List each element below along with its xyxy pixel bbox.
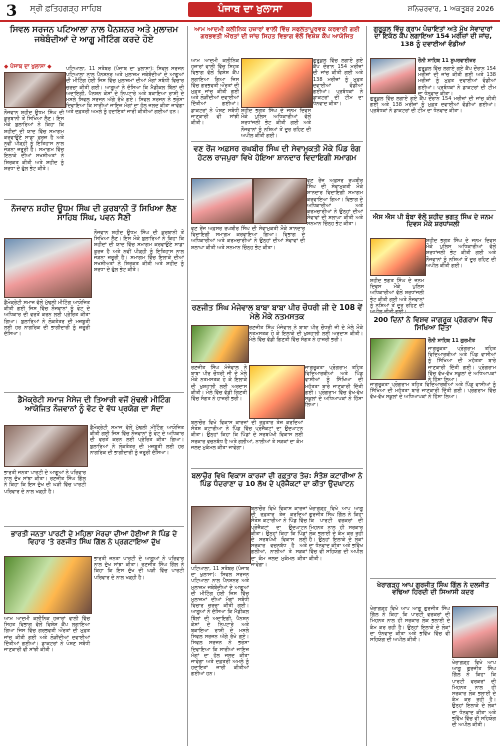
headline-bjp-condolence: ਭਾਰਤੀ ਜਨਤਾ ਪਾਰਟੀ ਦੇ ਮਹਿਲਾ ਮੋਰਚਾ ਦੀਆਂ ਹੋਈਆਂ ਸੇ ਪਿੰਡ ਦੇ ਵਿਹਾਰ 'ਤੇ ਰਣਜੀਤ ਸਿੰਘ ਗਿੱਲ ਨੇ ਪ੍ਰਗਟਾਇਆ ਦੁੱਖ	[10, 530, 178, 547]
article-text: ਪਟਿਆਲਾ, 11 ਸਤੰਬਰ (ਪੰਜਾਬ ਦਾ ਖੁਲਾਸਾ): ਸਿਵਲ ਸਰਜਨ ਪਟਿਆਲਾ ਨਾਲ ਪੈਨਸ਼ਨਰ ਅਤੇ ਮੁਲਾਜ਼ਮ ਜਥੇਬੰਦੀਆਂ ਦੇ ਆਗੂਆਂ ਦੀ ਮੀਟਿੰਗ ਹੋਈ ਜਿਸ ਵਿੱਚ ਮੁਲਾਜ਼ਮਾਂ ਦੀਆਂ ਮੰਗਾਂ ਸਬੰਧੀ ਵਿਚਾਰ ਚਰਚਾ ਕੀਤੀ ਗਈ। ਆਗੂਆਂ ਨੇ ਦੱਸਿਆ ਕਿ ਮੈਡੀਕਲ ਬਿੱਲਾਂ ਦੀ ਅਦਾਇਗੀ, ਪੈਨਸ਼ਨ ਕੇਸਾਂ ਦੇ ਨਿਪਟਾਰੇ ਅਤੇ ਬਕਾਇਆ ਰਾਸ਼ੀ ਦੇ ਮਸਲੇ ਸਿਵਲ ਸਰਜਨ ਅੱਗੇ ਰੱਖੇ ਗਏ। ਸਿਵਲ ਸਰਜਨ ਨੇ ਭਰੋਸਾ ਦਿਵਾਇਆ ਕਿ ਸਾਰੀਆਂ ਜਾਇਜ਼ ਮੰਗਾਂ ਦਾ ਹੱਲ ਜਲਦ ਕੀਤਾ ਜਾਵੇਗਾ ਅਤੇ ਦਫ਼ਤਰੀ ਅਮਲੇ ਨੂੰ ਹਦਾਇਤਾਂ ਜਾਰੀ ਕੀਤੀਆਂ ਗਈਆਂ ਹਨ।	[66, 66, 184, 116]
divider	[4, 392, 184, 393]
divider	[191, 468, 363, 469]
photo-meeting	[4, 72, 66, 108]
article-text: ਸ਼ਹੀਦ ਭਗਤ ਸਿੰਘ ਦੇ ਜਨਮ ਦਿਵਸ ਮੌਕੇ ਪੁਲਿਸ ਅਧਿਕਾਰੀਆਂ ਵੱਲੋਂ ਸ਼ਰਧਾਂਜਲੀ ਭੇਟ ਕੀਤੀ ਗਈ ਅਤੇ ਨੌਜਵਾਨਾਂ ਨੂੰ ਨਸ਼ਿਆਂ ਤੋਂ ਦੂਰ ਰਹਿਣ ਦੀ	[370, 278, 424, 309]
divider	[4, 199, 184, 200]
photo-caption: ਰੌਨੀ ਸਾਹਿਬ 11 ਗੁਰਮੀਤ	[428, 338, 476, 344]
article-text: ਨੌਜਵਾਨ ਸ਼ਹੀਦ ਊਧਮ ਸਿੰਘ ਦੀ ਕੁਰਬਾਨੀ ਤੋਂ ਸਿਖਿਆ ਲੈਣ। ਇਸ ਮੌਕੇ ਬੁਲਾਰਿਆਂ ਨੇ ਕਿਹਾ ਕਿ ਸ਼ਹੀਦਾਂ ਦੀ ਯਾਦ ਵਿੱਚ ਸਮਾਗਮ ਕਰਵਾਉਣੇ ਸਾਡਾ ਫ਼ਰਜ਼ ਹੈ ਅਤੇ ਨਵੀਂ ਪੀੜ੍ਹੀ ਨੂੰ ਇਤਿਹਾਸ ਨਾਲ ਜੋੜਨਾ ਜ਼ਰੂਰੀ ਹੈ। ਸਮਾਗਮ ਵਿੱਚ ਇਲਾਕੇ ਦੀਆਂ ਸਖਸ਼ੀਅਤਾਂ ਨੇ ਸ਼ਿਰਕਤ ਕੀਤੀ ਅਤੇ ਸ਼ਹੀਦ ਨੂੰ ਸ਼ਰਧਾ ਦੇ ਫੁੱਲ ਭੇਟ ਕੀਤੇ।	[94, 230, 184, 274]
divider	[191, 141, 363, 142]
divider	[370, 312, 496, 313]
headline-balachaur: ਬਲਾਚੌਰ ਵਿਖੇ ਵਿਕਾਸ ਕਾਰਜਾਂ ਦੀ ਰਫ਼ਤਾਰ ਤੇਜ਼: ਸੰਤੋਸ਼ ਕਟਾਰੀਆ ਨੇ ਪਿੰਡ ਧੰਦਰਾਣਾ ਚ 10 ਲੱਖ ਦੇ ਪ੍ਰੋਜੈਕਟਾਂ ਦਾ ਕੀਤਾ ਉਦਘਾਟਨ	[191, 472, 363, 489]
headline-kheragarh: ਖੇਰਾਗੜ੍ਹ ਆਪ ਗੁਰਜੀਤ ਸਿੰਘ ਗਿੱਲ ਨੇ ਦਲਜੀਤ ਵਢਿਆ ਹਿਰਦੀ ਦੀ ਸਿਆਸੀ ਕਦਰ	[377, 581, 489, 597]
photo-retirement-2	[253, 178, 307, 224]
divider	[370, 210, 496, 211]
article-text: ਖੇਰਾਗੜ੍ਹ ਵਿਖੇ ਆਪ ਆਗੂ ਗੁਰਜੀਤ ਸਿੰਘ ਗਿੱਲ ਨੇ ਕਿਹਾ ਕਿ ਪਾਰਟੀ ਵਰਕਰਾਂ ਦੀ ਮਿਹਨਤ ਨਾਲ ਹੀ ਸਰਕਾਰ ਲੋਕ ਭਲਾਈ ਦੇ ਕੰਮ ਕਰ ਰਹੀ ਹੈ। ਉਨ੍ਹਾਂ ਇਲਾਕੇ ਦੇ ਲੋਕਾਂ ਦਾ ਧੰਨਵਾਦ ਕੀਤਾ ਅਤੇ ਭਵਿੱਖ ਵਿੱਚ ਵੀ ਸਹਿਯੋਗ ਦੀ ਅਪੀਲ ਕੀਤੀ।	[309, 506, 363, 562]
article-text: ਖੇਰਾਗੜ੍ਹ ਵਿਖੇ ਆਪ ਆਗੂ ਗੁਰਜੀਤ ਸਿੰਘ ਗਿੱਲ ਨੇ ਕਿਹਾ ਕਿ ਪਾਰਟੀ ਵਰਕਰਾਂ ਦੀ ਮਿਹਨਤ ਨਾਲ ਹੀ ਸਰਕਾਰ ਲੋਕ ਭਲਾਈ ਦੇ ਕੰਮ ਕਰ ਰਹੀ ਹੈ। ਉਨ੍ਹਾਂ ਇਲਾਕੇ ਦੇ ਲੋਕਾਂ ਦਾ ਧੰਨਵਾਦ ਕੀਤਾ ਅਤੇ ਭਵਿੱਖ ਵਿੱਚ ਵੀ ਸਹਿਯੋਗ ਦੀ ਅਪੀਲ ਕੀਤੀ।	[370, 606, 450, 644]
article-text: ਰਣਜੀਤ ਸਿੰਘ ਮੰਜੇਵਾਲ ਨੇ ਬਾਬਾ ਪੀਰ ਚੌਧਰੀ ਜੀ ਦੇ ਮੇਲੇ ਮੌਕੇ ਨਤਮਸਤਕ ਹੋ ਕੇ ਇਲਾਕੇ ਦੀ ਖੁਸ਼ਹਾਲੀ ਲਈ ਅਰਦਾਸ ਕੀਤੀ। ਮੇਲੇ ਵਿੱਚ ਵੱਡੀ ਗਿਣਤੀ ਵਿੱਚ ਸੰਗਤ ਨੇ ਹਾਜ਼ਰੀ ਭਰੀ।	[191, 365, 247, 403]
article-text: ਸ਼ਹੀਦ ਭਗਤ ਸਿੰਘ ਦੇ ਜਨਮ ਦਿਵਸ ਮੌਕੇ ਪੁਲਿਸ ਅਧਿਕਾਰੀਆਂ ਵੱਲੋਂ ਸ਼ਰਧਾਂਜਲੀ ਭੇਟ ਕੀਤੀ ਗਈ ਅਤੇ ਨੌਜਵਾਨਾਂ ਨੂੰ ਨਸ਼ਿਆਂ ਤੋਂ ਦੂਰ ਰਹਿਣ ਦੀ ਅਪੀਲ ਕੀਤੀ ਗਈ।	[241, 108, 311, 139]
photo-inauguration	[191, 506, 251, 564]
article-text: ਆਮ ਆਦਮੀ ਕਲੀਨਿਕ ਹਜ਼ਾਰਾਂ ਵਾਲੀ ਵਿੱਚ ਸਿਹਤ ਵਿਭਾਗ ਵੱਲੋਂ ਵਿਸ਼ੇਸ਼ ਕੈਂਪ ਲਗਾਇਆ ਗਿਆ ਜਿਸ ਵਿੱਚ ਗਰਭਵਤੀ ਔਰਤਾਂ ਦੀ ਮੁਫ਼ਤ ਜਾਂਚ ਕੀਤੀ ਗਈ ਅਤੇ ਲੋੜੀਂਦੀਆਂ ਦਵਾਈਆਂ ਦਿੱਤੀਆਂ ਗਈਆਂ। ਡਾਕਟਰਾਂ ਨੇ ਪੋਸ਼ਣ ਸਬੰਧੀ ਜਾਣਕਾਰੀ ਵੀ ਸਾਂਝੀ ਕੀਤੀ।	[4, 616, 90, 654]
article-text: ਰਣਜੀਤ ਸਿੰਘ ਮੰਜੇਵਾਲ ਨੇ ਬਾਬਾ ਪੀਰ ਚੌਧਰੀ ਜੀ ਦੇ ਮੇਲੇ ਮੌਕੇ ਨਤਮਸਤਕ ਹੋ ਕੇ ਇਲਾਕੇ ਦੀ ਖੁਸ਼ਹਾਲੀ ਲਈ ਅਰਦਾਸ ਕੀਤੀ। ਮੇਲੇ ਵਿੱਚ ਵੱਡੀ ਗਿਣਤੀ ਵਿੱਚ ਸੰਗਤ ਨੇ ਹਾਜ਼ਰੀ ਭਰੀ।	[249, 325, 363, 344]
article-text: ਪਟਿਆਲਾ, 11 ਸਤੰਬਰ (ਪੰਜਾਬ ਦਾ ਖੁਲਾਸਾ): ਸਿਵਲ ਸਰਜਨ ਪਟਿਆਲਾ ਨਾਲ ਪੈਨਸ਼ਨਰ ਅਤੇ ਮੁਲਾਜ਼ਮ ਜਥੇਬੰਦੀਆਂ ਦੇ ਆਗੂਆਂ ਦੀ ਮੀਟਿੰਗ ਹੋਈ ਜਿਸ ਵਿੱਚ ਮੁਲਾਜ਼ਮਾਂ ਦੀਆਂ ਮੰਗਾਂ ਸਬੰਧੀ ਵਿਚਾਰ ਚਰਚਾ ਕੀਤੀ ਗਈ। ਆਗੂਆਂ ਨੇ ਦੱਸਿਆ ਕਿ ਮੈਡੀਕਲ ਬਿੱਲਾਂ ਦੀ ਅਦਾਇਗੀ, ਪੈਨਸ਼ਨ ਕੇਸਾਂ ਦੇ ਨਿਪਟਾਰੇ ਅਤੇ ਬਕਾਇਆ ਰਾਸ਼ੀ ਦੇ ਮਸਲੇ ਸਿਵਲ ਸਰਜਨ ਅੱਗੇ ਰੱਖੇ ਗਏ। ਸਿਵਲ ਸਰਜਨ ਨੇ ਭਰੋਸਾ ਦਿਵਾਇਆ ਕਿ ਸਾਰੀਆਂ ਜਾਇਜ਼ ਮੰਗਾਂ ਦਾ ਹੱਲ ਜਲਦ ਕੀਤਾ ਜਾਵੇਗਾ ਅਤੇ ਦਫ਼ਤਰੀ ਅਮਲੇ ਨੂੰ ਹਦਾਇਤਾਂ ਜਾਰੀ ਕੀਤੀਆਂ ਗਈਆਂ ਹਨ।	[191, 566, 249, 678]
headline-retirement: ਵਣ ਰੇਂਜ ਅਫ਼ਸਰ ਰਘਬੀਰ ਸਿੰਘ ਦੀ ਸੇਵਾਮੁਕਤੀ ਮੌਕੇ ਪਿੰਡ ਰੰਗ ਹੋਟਲ ਰਾਜਪੁਰਾ ਵਿਖੇ ਹੋਇਆ ਸ਼ਾਨਦਾਰ ਵਿਦਾਇਗੀ ਸਮਾਗਮ	[193, 144, 361, 162]
headline-clinic-camp: ਆਮ ਆਦਮੀ ਕਲੀਨਿਕ ਹਜ਼ਾਰਾਂ ਵਾਲੀ ਵਿੱਚ ਸਫਲਤਾਪੂਰਵਕ ਕਰਵਾਈ ਗਈ ਗਰਭਵਤੀ ਔਰਤਾਂ ਦੀ ਜਾਂਚ ਸਿਹਤ ਵਿਭਾਗ ਵੱਲੋਂ ਵਿਸ਼ੇਸ਼ ਕੈਂਪ ਆਯੋਜਿਤ	[194, 26, 360, 41]
photo-condolence	[4, 556, 92, 614]
headline-democracy-meeting: ਡੈਮੋਕ੍ਰੇਟੀ ਸਮਾਜ ਮੈਸੇਜ ਦੀ ਤਿਆਰੀ ਵਜੋਂ ਮੁੱਢਲੀ ਮੀਟਿੰਗ ਆਯੋਜਿਤ ਨੌਜਵਾਨਾਂ ਨੂੰ ਵੋਟ ਦੇ ਵੱਧ ਪ੍ਰਯੋਗ ਦਾ ਸੱਦਾ	[17, 395, 171, 413]
article-text: ਭਾਰਤੀ ਜਨਤਾ ਪਾਰਟੀ ਦੇ ਆਗੂਆਂ ਨੇ ਪਰਿਵਾਰ ਨਾਲ ਦੁੱਖ ਸਾਂਝਾ ਕੀਤਾ। ਰਣਜੀਤ ਸਿੰਘ ਗਿੱਲ ਨੇ ਕਿਹਾ ਕਿ ਇਸ ਦੁੱਖ ਦੀ ਘੜੀ ਵਿੱਚ ਪਾਰਟੀ ਪਰਿਵਾਰ ਦੇ ਨਾਲ ਖੜ੍ਹੀ ਹੈ।	[4, 470, 86, 495]
paper-location: ਸ੍ਰੀ ਫ਼ਤਿਹਗੜ੍ਹ ਸਾਹਿਬ	[30, 4, 102, 13]
article-text: ਜਾਗਰੂਕਤਾ ਪ੍ਰੋਗਰਾਮ ਤਹਿਤ ਵਿਦਿਆਰਥੀਆਂ ਅਤੇ ਪਿੰਡ ਵਾਸੀਆਂ ਨੂੰ ਸਿੱਖਿਆ ਦੀ ਮਹੱਤਤਾ ਬਾਰੇ ਜਾਣਕਾਰੀ ਦਿੱਤੀ ਗਈ। ਪ੍ਰੋਗਰਾਮ ਵਿੱਚ ਵੱਖ-ਵੱਖ ਸਕੂਲਾਂ ਦੇ ਅਧਿਆਪਕਾਂ ਨੇ ਹਿੱਸਾ ਲਿਆ।	[428, 346, 496, 384]
article-text: ਜਾਗਰੂਕਤਾ ਪ੍ਰੋਗਰਾਮ ਤਹਿਤ ਵਿਦਿਆਰਥੀਆਂ ਅਤੇ ਪਿੰਡ ਵਾਸੀਆਂ ਨੂੰ ਸਿੱਖਿਆ ਦੀ ਮਹੱਤਤਾ ਬਾਰੇ ਜਾਣਕਾਰੀ ਦਿੱਤੀ ਗਈ। ਪ੍ਰੋਗਰਾਮ ਵਿੱਚ ਵੱਖ-ਵੱਖ ਸਕੂਲਾਂ ਦੇ ਅਧਿਆਪਕਾਂ ਨੇ ਹਿੱਸਾ ਲਿਆ।	[370, 382, 496, 401]
photo-mela-2	[249, 365, 305, 419]
article-text: ਖੇਰਾਗੜ੍ਹ ਵਿਖੇ ਆਪ ਆਗੂ ਗੁਰਜੀਤ ਸਿੰਘ ਗਿੱਲ ਨੇ ਕਿਹਾ ਕਿ ਪਾਰਟੀ ਵਰਕਰਾਂ ਦੀ ਮਿਹਨਤ ਨਾਲ ਹੀ ਸਰਕਾਰ ਲੋਕ ਭਲਾਈ ਦੇ ਕੰਮ ਕਰ ਰਹੀ ਹੈ। ਉਨ੍ਹਾਂ ਇਲਾਕੇ ਦੇ ਲੋਕਾਂ ਦਾ ਧੰਨਵਾਦ ਕੀਤਾ ਅਤੇ ਭਵਿੱਖ ਵਿੱਚ ਵੀ ਸਹਿਯੋਗ ਦੀ ਅਪੀਲ ਕੀਤੀ।	[452, 660, 496, 729]
column-divider	[366, 26, 367, 746]
column-divider	[187, 26, 188, 746]
article-text: ਗੁਰੂਕੁਲ ਵਿੱਚ ਲਗਾਏ ਗਏ ਕੈਂਪ ਦੌਰਾਨ 154 ਮਰੀਜ਼ਾਂ ਦੀ ਜਾਂਚ ਕੀਤੀ ਗਈ ਅਤੇ 138 ਮਰੀਜ਼ਾਂ ਨੂੰ ਮੁਫ਼ਤ ਦਵਾਈਆਂ ਵੰਡੀਆਂ ਗਈਆਂ। ਪ੍ਰਬੰਧਕਾਂ ਨੇ ਡਾਕਟਰਾਂ ਦੀ ਟੀਮ ਦਾ ਧੰਨਵਾਦ ਕੀਤਾ।	[418, 66, 496, 97]
photo-retirement-1	[191, 178, 253, 224]
headline-udham-singh: ਨੌਜਵਾਨ ਸ਼ਹੀਦ ਊਧਮ ਸਿੰਘ ਦੀ ਕੁਰਬਾਨੀ ਤੋਂ ਸਿਖਿਆ ਲੈਣ ਸਾਹਿਬ ਸਿੰਘ, ਪਵਨ ਸੈਣੀ	[11, 204, 177, 223]
headline-mela: ਰਣਜੀਤ ਸਿੰਘ ਮੰਜੇਵਾਲ ਬਾਬਾ ਬਾਬਾ ਪੀਰ ਚੌਧਰੀ ਜੀ ਦੇ 108 ਵੇਂ ਮੇਲੇ ਮੌਕੇ ਨਤਮਸਤਕ	[191, 303, 363, 321]
article-text: ਭਾਰਤੀ ਜਨਤਾ ਪਾਰਟੀ ਦੇ ਆਗੂਆਂ ਨੇ ਪਰਿਵਾਰ ਨਾਲ ਦੁੱਖ ਸਾਂਝਾ ਕੀਤਾ। ਰਣਜੀਤ ਸਿੰਘ ਗਿੱਲ ਨੇ ਕਿਹਾ ਕਿ ਇਸ ਦੁੱਖ ਦੀ ਘੜੀ ਵਿੱਚ ਪਾਰਟੀ ਪਰਿਵਾਰ ਦੇ ਨਾਲ ਖੜ੍ਹੀ ਹੈ।	[94, 556, 184, 581]
article-text: ਜਾਗਰੂਕਤਾ ਪ੍ਰੋਗਰਾਮ ਤਹਿਤ ਵਿਦਿਆਰਥੀਆਂ ਅਤੇ ਪਿੰਡ ਵਾਸੀਆਂ ਨੂੰ ਸਿੱਖਿਆ ਦੀ ਮਹੱਤਤਾ ਬਾਰੇ ਜਾਣਕਾਰੀ ਦਿੱਤੀ ਗਈ। ਪ੍ਰੋਗਰਾਮ ਵਿੱਚ ਵੱਖ-ਵੱਖ ਸਕੂਲਾਂ ਦੇ ਅਧਿਆਪਕਾਂ ਨੇ ਹਿੱਸਾ ਲਿਆ।	[305, 365, 363, 409]
photo-youth-event	[4, 238, 92, 298]
byline: ◆ ਪੰਜਾਬ ਦਾ ਖੁਲਾਸਾ ◆	[4, 64, 52, 70]
masthead: ਪੰਜਾਬ ਦਾ ਖੁਲਾਸਾ	[188, 2, 312, 17]
photo-caption: ਰੌਨੀ ਸਾਹਿਬ 11 ਸੂਪਰਵਾਈਜ਼ਰ	[418, 58, 476, 64]
headline-ssp-tribute: ਐਸ ਐਸ ਪੀ ਬੰਬਾ ਵੱਲੋਂ ਸ਼ਹੀਦ ਭਗਤ ਸਿੰਘ ਦੇ ਜਨਮ ਦਿਵਸ ਮੌਕੇ ਸ਼ਰਧਾਂਜਲੀ	[372, 213, 494, 229]
article-text: ਨੌਜਵਾਨ ਸ਼ਹੀਦ ਊਧਮ ਸਿੰਘ ਦੀ ਕੁਰਬਾਨੀ ਤੋਂ ਸਿਖਿਆ ਲੈਣ। ਇਸ ਮੌਕੇ ਬੁਲਾਰਿਆਂ ਨੇ ਕਿਹਾ ਕਿ ਸ਼ਹੀਦਾਂ ਦੀ ਯਾਦ ਵਿੱਚ ਸਮਾਗਮ ਕਰਵਾਉਣੇ ਸਾਡਾ ਫ਼ਰਜ਼ ਹੈ ਅਤੇ ਨਵੀਂ ਪੀੜ੍ਹੀ ਨੂੰ ਇਤਿਹਾਸ ਨਾਲ ਜੋੜਨਾ ਜ਼ਰੂਰੀ ਹੈ। ਸਮਾਗਮ ਵਿੱਚ ਇਲਾਕੇ ਦੀਆਂ ਸਖਸ਼ੀਅਤਾਂ ਨੇ ਸ਼ਿਰਕਤ ਕੀਤੀ ਅਤੇ ਸ਼ਹੀਦ ਨੂੰ ਸ਼ਰਧਾ ਦੇ ਫੁੱਲ ਭੇਟ ਕੀਤੇ।	[4, 110, 64, 172]
article-text: ਸ਼ਹੀਦ ਭਗਤ ਸਿੰਘ ਦੇ ਜਨਮ ਦਿਵਸ ਮੌਕੇ ਪੁਲਿਸ ਅਧਿਕਾਰੀਆਂ ਵੱਲੋਂ ਸ਼ਰਧਾਂਜਲੀ ਭੇਟ ਕੀਤੀ ਗਈ ਅਤੇ ਨੌਜਵਾਨਾਂ ਨੂੰ ਨਸ਼ਿਆਂ ਤੋਂ ਦੂਰ ਰਹਿਣ ਦੀ ਅਪੀਲ ਕੀਤੀ ਗਈ।	[426, 238, 496, 269]
divider	[370, 578, 496, 579]
article-text: ਆਮ ਆਦਮੀ ਕਲੀਨਿਕ ਹਜ਼ਾਰਾਂ ਵਾਲੀ ਵਿੱਚ ਸਿਹਤ ਵਿਭਾਗ ਵੱਲੋਂ ਵਿਸ਼ੇਸ਼ ਕੈਂਪ ਲਗਾਇਆ ਗਿਆ ਜਿਸ ਵਿੱਚ ਗਰਭਵਤੀ ਔਰਤਾਂ ਦੀ ਮੁਫ਼ਤ ਜਾਂਚ ਕੀਤੀ ਗਈ ਅਤੇ ਲੋੜੀਂਦੀਆਂ ਦਵਾਈਆਂ ਦਿੱਤੀਆਂ ਗਈਆਂ। ਡਾਕਟਰਾਂ ਨੇ ਪੋਸ਼ਣ ਸਬੰਧੀ ਜਾਣਕਾਰੀ ਵੀ ਸਾਂਝੀ ਕੀਤੀ।	[191, 58, 239, 127]
article-text: ਗੁਰੂਕੁਲ ਵਿੱਚ ਲਗਾਏ ਗਏ ਕੈਂਪ ਦੌਰਾਨ 154 ਮਰੀਜ਼ਾਂ ਦੀ ਜਾਂਚ ਕੀਤੀ ਗਈ ਅਤੇ 138 ਮਰੀਜ਼ਾਂ ਨੂੰ ਮੁਫ਼ਤ ਦਵਾਈਆਂ ਵੰਡੀਆਂ ਗਈਆਂ। ਪ੍ਰਬੰਧਕਾਂ ਨੇ ਡਾਕਟਰਾਂ ਦੀ ਟੀਮ ਦਾ ਧੰਨਵਾਦ ਕੀਤਾ।	[313, 58, 363, 108]
photo-portrait	[452, 606, 498, 658]
photo-meeting-2	[4, 425, 88, 467]
article-text: ਡੈਮੋਕ੍ਰੇਟੀ ਸਮਾਜ ਵੱਲੋਂ ਮੁੱਢਲੀ ਮੀਟਿੰਗ ਆਯੋਜਿਤ ਕੀਤੀ ਗਈ ਜਿਸ ਵਿੱਚ ਨੌਜਵਾਨਾਂ ਨੂੰ ਵੋਟ ਦੇ ਅਧਿਕਾਰ ਦੀ ਵਰਤੋਂ ਕਰਨ ਲਈ ਪ੍ਰੇਰਿਤ ਕੀਤਾ ਗਿਆ। ਬੁਲਾਰਿਆਂ ਨੇ ਲੋਕਤੰਤਰ ਦੀ ਮਜ਼ਬੂਤੀ ਲਈ ਹਰ ਨਾਗਰਿਕ ਦੀ ਭਾਗੀਦਾਰੀ ਨੂੰ ਜ਼ਰੂਰੀ ਦੱਸਿਆ।	[4, 300, 90, 338]
divider	[191, 300, 363, 301]
article-text: ਵਣ ਰੇਂਜ ਅਫ਼ਸਰ ਰਘਬੀਰ ਸਿੰਘ ਦੀ ਸੇਵਾਮੁਕਤੀ ਮੌਕੇ ਸ਼ਾਨਦਾਰ ਵਿਦਾਇਗੀ ਸਮਾਗਮ ਕਰਵਾਇਆ ਗਿਆ। ਵਿਭਾਗ ਦੇ ਅਧਿਕਾਰੀਆਂ ਅਤੇ ਕਰਮਚਾਰੀਆਂ ਨੇ ਉਨ੍ਹਾਂ ਦੀਆਂ ਸੇਵਾਵਾਂ ਦੀ ਸ਼ਲਾਘਾ ਕੀਤੀ ਅਤੇ ਸਨਮਾਨ ਚਿੰਨ੍ਹ ਭੇਟ ਕੀਤਾ।	[191, 226, 305, 251]
photo-awareness	[370, 338, 426, 380]
photo-clinic	[241, 58, 313, 108]
headline-awareness: 200 ਦਿਨਾਂ ਨੇ ਵਿਸ਼ਵ ਜਾਗਰੂਕ ਪ੍ਰੋਗਰਾਮ ਵਿੱਚ ਸਿਖਿਆ ਦਿੱਤਾ	[373, 316, 493, 333]
headline-civil-surgeon: ਸਿਵਲ ਸਰਜਨ ਪਟਿਆਲਾ ਨਾਲ ਪੈਨਸ਼ਨਰ ਅਤੇ ਮੁਲਾਜ਼ਮ ਜਥੇਬੰਦੀਆਂ ਦੇ ਆਗੂ ਮੀਟਿੰਗ ਕਰਦੇ ਹੋਏ	[9, 25, 179, 45]
article-text: ਗੁਰੂਕੁਲ ਵਿੱਚ ਲਗਾਏ ਗਏ ਕੈਂਪ ਦੌਰਾਨ 154 ਮਰੀਜ਼ਾਂ ਦੀ ਜਾਂਚ ਕੀਤੀ ਗਈ ਅਤੇ 138 ਮਰੀਜ਼ਾਂ ਨੂੰ ਮੁਫ਼ਤ ਦਵਾਈਆਂ ਵੰਡੀਆਂ ਗਈਆਂ। ਪ੍ਰਬੰਧਕਾਂ ਨੇ ਡਾਕਟਰਾਂ ਦੀ ਟੀਮ ਦਾ ਧੰਨਵਾਦ ਕੀਤਾ।	[370, 96, 496, 115]
article-text: ਬਲਾਚੌਰ ਵਿਖੇ ਵਿਕਾਸ ਕਾਰਜਾਂ ਦੀ ਰਫ਼ਤਾਰ ਤੇਜ਼ ਕਰਦਿਆਂ ਸੰਤੋਸ਼ ਕਟਾਰੀਆ ਨੇ ਪਿੰਡ ਵਿੱਚ ਪ੍ਰੋਜੈਕਟਾਂ ਦਾ ਉਦਘਾਟਨ ਕੀਤਾ। ਉਨ੍ਹਾਂ ਕਿਹਾ ਕਿ ਪਿੰਡਾਂ ਦੇ ਸਰਬਪੱਖੀ ਵਿਕਾਸ ਲਈ ਸਰਕਾਰ ਵਚਨਬੱਧ ਹੈ ਅਤੇ ਗਲੀਆਂ, ਨਾਲੀਆਂ ਤੇ ਸੜਕਾਂ ਦਾ ਕੰਮ ਜਲਦ ਮੁਕੰਮਲ ਕੀਤਾ ਜਾਵੇਗਾ।	[251, 506, 307, 568]
article-text: ਬਲਾਚੌਰ ਵਿਖੇ ਵਿਕਾਸ ਕਾਰਜਾਂ ਦੀ ਰਫ਼ਤਾਰ ਤੇਜ਼ ਕਰਦਿਆਂ ਸੰਤੋਸ਼ ਕਟਾਰੀਆ ਨੇ ਪਿੰਡ ਵਿੱਚ ਪ੍ਰੋਜੈਕਟਾਂ ਦਾ ਉਦਘਾਟਨ ਕੀਤਾ। ਉਨ੍ਹਾਂ ਕਿਹਾ ਕਿ ਪਿੰਡਾਂ ਦੇ ਸਰਬਪੱਖੀ ਵਿਕਾਸ ਲਈ ਸਰਕਾਰ ਵਚਨਬੱਧ ਹੈ ਅਤੇ ਗਲੀਆਂ, ਨਾਲੀਆਂ ਤੇ ਸੜਕਾਂ ਦਾ ਕੰਮ ਜਲਦ ਮੁਕੰਮਲ ਕੀਤਾ ਜਾਵੇਗਾ।	[191, 420, 303, 451]
photo-mela	[191, 325, 249, 363]
article-text: ਵਣ ਰੇਂਜ ਅਫ਼ਸਰ ਰਘਬੀਰ ਸਿੰਘ ਦੀ ਸੇਵਾਮੁਕਤੀ ਮੌਕੇ ਸ਼ਾਨਦਾਰ ਵਿਦਾਇਗੀ ਸਮਾਗਮ ਕਰਵਾਇਆ ਗਿਆ। ਵਿਭਾਗ ਦੇ ਅਧਿਕਾਰੀਆਂ ਅਤੇ ਕਰਮਚਾਰੀਆਂ ਨੇ ਉਨ੍ਹਾਂ ਦੀਆਂ ਸੇਵਾਵਾਂ ਦੀ ਸ਼ਲਾਘਾ ਕੀਤੀ ਅਤੇ ਸਨਮਾਨ ਚਿੰਨ੍ਹ ਭੇਟ ਕੀਤਾ।	[307, 178, 363, 228]
headline-gurukul-camp: ਗੁਰੂਕੁਲ ਵਿੱਚ ਗ੍ਰਾਮ ਪੰਚਾਇਤਾਂ ਅਤੇ ਮੁੱਖ ਸੇਵਾਦਾਰਾਂ ਦਾ ਇਕੱਠ ਕੈਂਪ ਲਗਾਇਆ 154 ਮਰੀਜ਼ਾਂ ਦੀ ਜਾਂਚ, 138 ਨੂੰ ਦਵਾਈਆਂ ਵੰਡੀਆਂ	[373, 25, 493, 48]
article-text: ਡੈਮੋਕ੍ਰੇਟੀ ਸਮਾਜ ਵੱਲੋਂ ਮੁੱਢਲੀ ਮੀਟਿੰਗ ਆਯੋਜਿਤ ਕੀਤੀ ਗਈ ਜਿਸ ਵਿੱਚ ਨੌਜਵਾਨਾਂ ਨੂੰ ਵੋਟ ਦੇ ਅਧਿਕਾਰ ਦੀ ਵਰਤੋਂ ਕਰਨ ਲਈ ਪ੍ਰੇਰਿਤ ਕੀਤਾ ਗਿਆ। ਬੁਲਾਰਿਆਂ ਨੇ ਲੋਕਤੰਤਰ ਦੀ ਮਜ਼ਬੂਤੀ ਲਈ ਹਰ ਨਾਗਰਿਕ ਦੀ ਭਾਗੀਦਾਰੀ ਨੂੰ ਜ਼ਰੂਰੀ ਦੱਸਿਆ।	[90, 425, 184, 456]
issue-date: ਸ਼ਨਿਚਰਵਾਰ, 1 ਅਕਤੂਬਰ 2026	[407, 5, 494, 13]
photo-gurukul	[370, 58, 416, 94]
divider	[4, 526, 184, 527]
photo-ssp	[370, 238, 426, 276]
page-number: 3	[6, 1, 18, 20]
